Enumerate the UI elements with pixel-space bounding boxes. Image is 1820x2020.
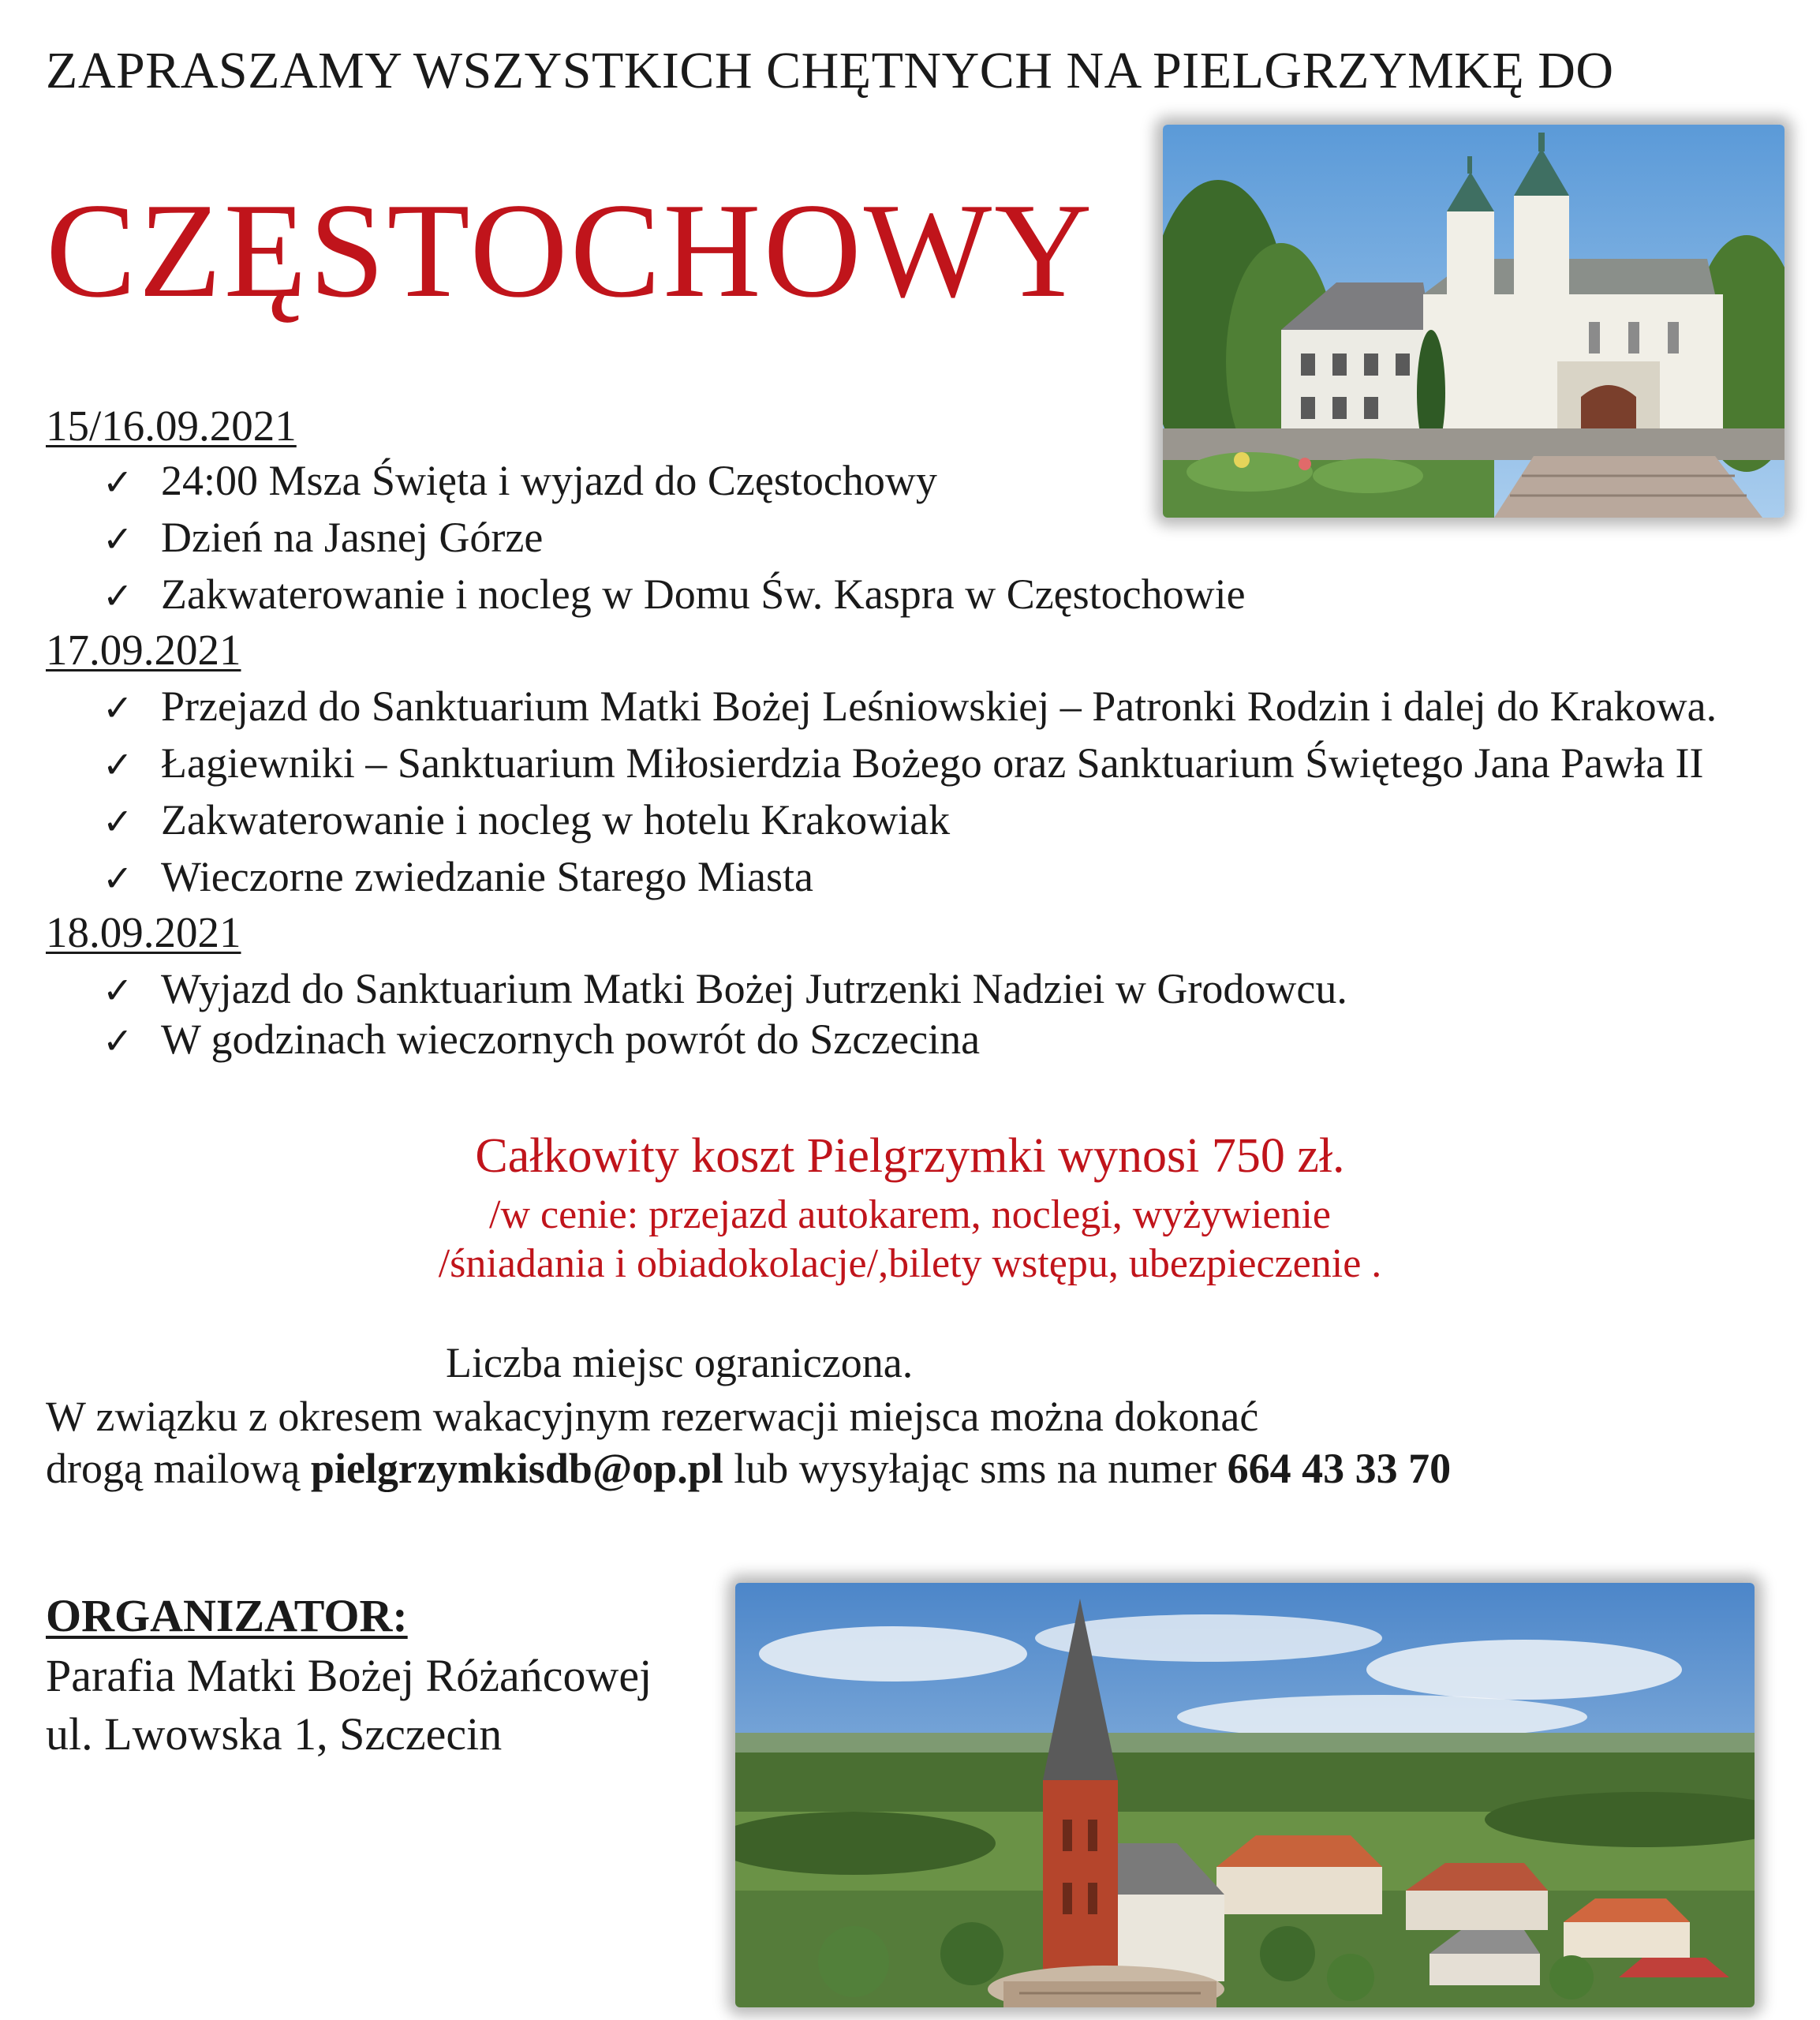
schedule-item: ✓ Łagiewniki – Sanktuarium Miłosierdzia Bożego oraz Sanktuarium Świętego Jana Pawła II	[103, 739, 1704, 787]
organizer-address: ul. Lwowska 1, Szczecin	[46, 1708, 503, 1760]
aerial-church-photo	[735, 1583, 1755, 2007]
schedule-item: ✓ Zakwaterowanie i nocleg w Domu Św. Kaspra w Częstochowie	[103, 570, 1246, 618]
price-includes-line1: /w cenie: przejazd autokarem, noclegi, wyżywienie	[489, 1192, 1331, 1237]
checkmark-icon: ✓	[103, 743, 133, 786]
checkmark-icon: ✓	[103, 518, 133, 560]
schedule-item: ✓ Wieczorne zwiedzanie Starego Miasta	[103, 853, 813, 900]
date-heading-day2: 17.09.2021	[46, 626, 241, 674]
checkmark-icon: ✓	[103, 800, 133, 843]
price-total: Całkowity koszt Pielgrzymki wynosi 750 zł.	[475, 1129, 1345, 1183]
checkmark-icon: ✓	[103, 574, 133, 617]
contact-phone: 664 43 33 70	[1227, 1445, 1452, 1492]
schedule-item: ✓ W godzinach wieczornych powrót do Szczecina	[103, 1016, 981, 1063]
schedule-item: ✓ Dzień na Jasnej Górze	[103, 514, 544, 561]
schedule-item: ✓ Zakwaterowanie i nocleg w hotelu Krakowiak	[103, 796, 951, 844]
contact-email[interactable]: pielgrzymkisdb@op.pl	[310, 1445, 723, 1492]
schedule-item: ✓ 24:00 Msza Święta i wyjazd do Częstochowy	[103, 457, 937, 504]
reservation-info: W związku z okresem wakacyjnym rezerwacji miejsca można dokonać	[46, 1393, 1259, 1440]
price-includes-line2: /śniadania i obiadokolacje/,bilety wstępu, ubezpieczenie .	[438, 1241, 1382, 1286]
schedule-item: ✓ Przejazd do Sanktuarium Matki Bożej Leśniowskiej – Patronki Rodzin i dalej do Krakowa.	[103, 683, 1717, 730]
checkmark-icon: ✓	[103, 969, 133, 1012]
checkmark-icon: ✓	[103, 1019, 133, 1062]
organizer-heading: ORGANIZATOR:	[46, 1590, 408, 1641]
checkmark-icon: ✓	[103, 461, 133, 503]
schedule-item: ✓ Wyjazd do Sanktuarium Matki Bożej Jutrzenki Nadziei w Grodowcu.	[103, 965, 1347, 1012]
invitation-heading: ZAPRASZAMY WSZYSTKICH CHĘTNYCH NA PIELGRZYMKĘ DO	[46, 42, 1614, 99]
destination-title: CZĘSTOCHOWY	[46, 176, 1095, 326]
organizer-name: Parafia Matki Bożej Różańcowej	[46, 1650, 652, 1701]
contact-line: drogą mailową pielgrzymkisdb@op.pl lub wysyłając sms na numer 664 43 33 70	[46, 1445, 1452, 1492]
checkmark-icon: ✓	[103, 686, 133, 729]
checkmark-icon: ✓	[103, 857, 133, 900]
date-heading-day1: 15/16.09.2021	[46, 402, 297, 450]
date-heading-day3: 18.09.2021	[46, 908, 241, 956]
sanctuary-photo	[1163, 125, 1784, 518]
limited-seats-note: Liczba miejsc ograniczona.	[446, 1339, 914, 1386]
